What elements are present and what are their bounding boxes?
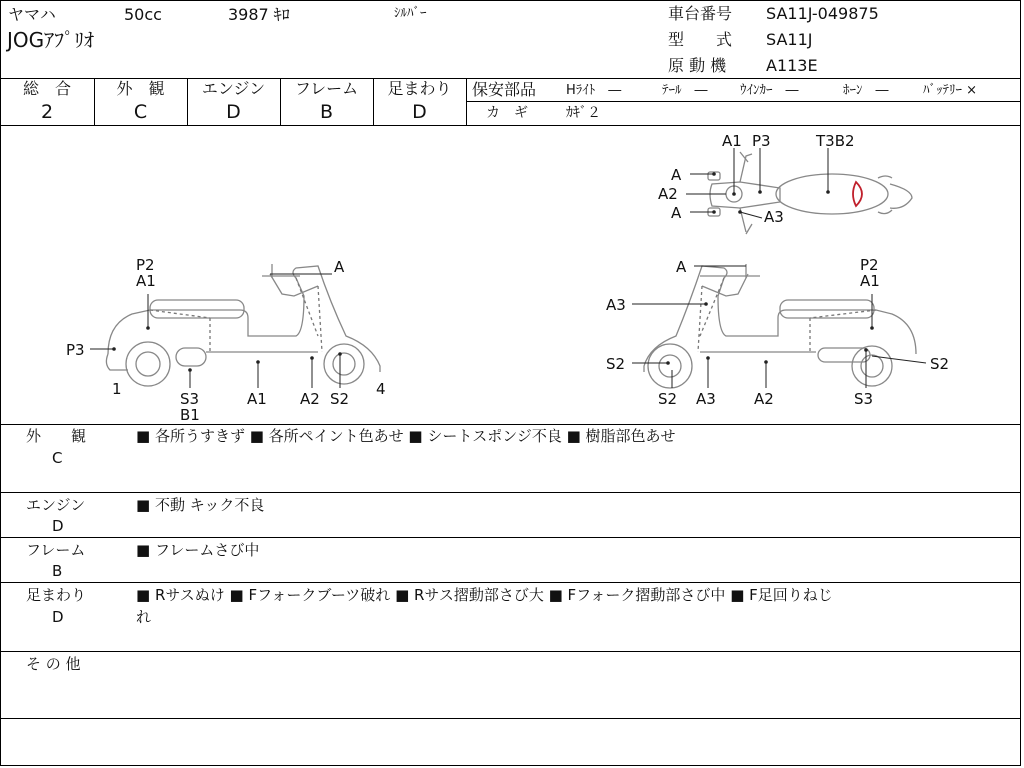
left-label-s3: S3 <box>180 390 200 408</box>
top-view-seat-damage-mark <box>853 182 862 206</box>
model-name: JOGｱﾌﾟﾘｵ <box>7 28 95 52</box>
section-other-label: そ の 他 <box>26 655 81 673</box>
left-label-a1: A1 <box>247 390 267 408</box>
section-frame-grade: B <box>52 562 63 580</box>
key-value: ｶｷﾞ２ <box>566 105 601 121</box>
part-horn: ﾎｰﾝ ― <box>843 83 889 98</box>
top-label-a2: A2 <box>658 185 678 203</box>
right-label-s2-left: S2 <box>606 355 626 373</box>
displacement: 50cc <box>124 5 162 24</box>
key-label: カ ギ <box>486 105 528 121</box>
top-label-a1: A1 <box>722 132 742 150</box>
right-label-a1: A1 <box>860 272 880 290</box>
left-label-4: 4 <box>376 380 386 398</box>
color: ｼﾙﾊﾞｰ <box>394 6 427 21</box>
section-engine-label: エンジン <box>26 496 86 514</box>
section-exterior-grade: C <box>52 449 63 467</box>
suspension-grade: D <box>412 101 427 123</box>
exterior-label: 外 観 <box>116 79 165 98</box>
section-frame-text: ■ フレームさび中 <box>136 541 260 559</box>
engine-value: A113E <box>766 56 818 75</box>
left-label-b1: B1 <box>180 406 200 424</box>
right-label-a3-bot: A3 <box>696 390 716 408</box>
left-label-s2: S2 <box>330 390 350 408</box>
left-label-a2: A2 <box>300 390 320 408</box>
section-suspension-grade: D <box>52 608 64 626</box>
section-suspension-label: 足まわり <box>26 586 87 604</box>
frame-no: SA11J-049875 <box>766 4 879 23</box>
part-winker: ｳｲﾝｶｰ ― <box>740 83 799 98</box>
type-value: SA11J <box>766 30 813 49</box>
left-label-p3: P3 <box>66 341 85 359</box>
left-label-1: 1 <box>112 380 122 398</box>
frame-grade-label: フレーム <box>294 79 359 98</box>
top-view-outline <box>708 152 912 234</box>
right-label-a2: A2 <box>754 390 774 408</box>
right-label-a3-top: A3 <box>606 296 626 314</box>
parts-label: 保安部品 <box>472 80 537 99</box>
right-label-s2-bot: S2 <box>658 390 678 408</box>
left-label-a1-top: A1 <box>136 272 156 290</box>
section-suspension-text-1: ■ Rサスぬけ ■ Fフォークブーツ破れ ■ Rサス摺動部さび大 ■ Fフォーク摺動部さび中 ■ F足回りねじ <box>136 586 833 604</box>
damage-diagram <box>0 126 1021 424</box>
mileage: 3987 ｷﾛ <box>228 5 290 24</box>
top-label-a-bot: A <box>671 204 682 222</box>
engine-label: 原 動 機 <box>668 56 727 75</box>
top-label-t3b2: T3B2 <box>816 132 855 150</box>
part-battery: ﾊﾞｯﾃﾘｰ × <box>923 83 978 98</box>
right-label-a: A <box>676 258 687 276</box>
type-label: 型 式 <box>668 30 733 49</box>
right-label-p2: P2 <box>860 256 879 274</box>
right-label-s3: S3 <box>854 390 874 408</box>
section-exterior-label: 外 観 <box>26 427 87 445</box>
parts-row-divider <box>467 101 1021 102</box>
overall-grade: 2 <box>40 101 54 123</box>
section-engine-grade: D <box>52 517 64 535</box>
frame-grade: B <box>319 101 334 123</box>
top-label-a-top: A <box>671 166 682 184</box>
part-headlight: Hﾗｲﾄ ― <box>566 83 622 98</box>
exterior-grade: C <box>133 101 148 123</box>
engine-grade: D <box>226 101 241 123</box>
right-label-s2-right: S2 <box>930 355 950 373</box>
left-label-a: A <box>334 258 345 276</box>
section-exterior-text: ■ 各所うすきず ■ 各所ペイント色あせ ■ シートスポンジ不良 ■ 樹脂部色あせ <box>136 427 676 445</box>
engine-grade-label: エンジン <box>201 79 266 98</box>
section-suspension-text-2: れ <box>136 608 152 626</box>
frame-no-label: 車台番号 <box>668 4 733 23</box>
top-label-p3: P3 <box>752 132 771 150</box>
top-label-a3: A3 <box>764 208 784 226</box>
maker: ヤマハ <box>8 5 56 24</box>
section-frame-label: フレーム <box>26 541 86 559</box>
left-label-p2: P2 <box>136 256 155 274</box>
part-tail: ﾃｰﾙ ― <box>662 83 708 98</box>
section-engine-text: ■ 不動 キック不良 <box>136 496 265 514</box>
suspension-grade-label: 足まわり <box>387 79 452 98</box>
overall-label: 総 合 <box>22 79 71 98</box>
